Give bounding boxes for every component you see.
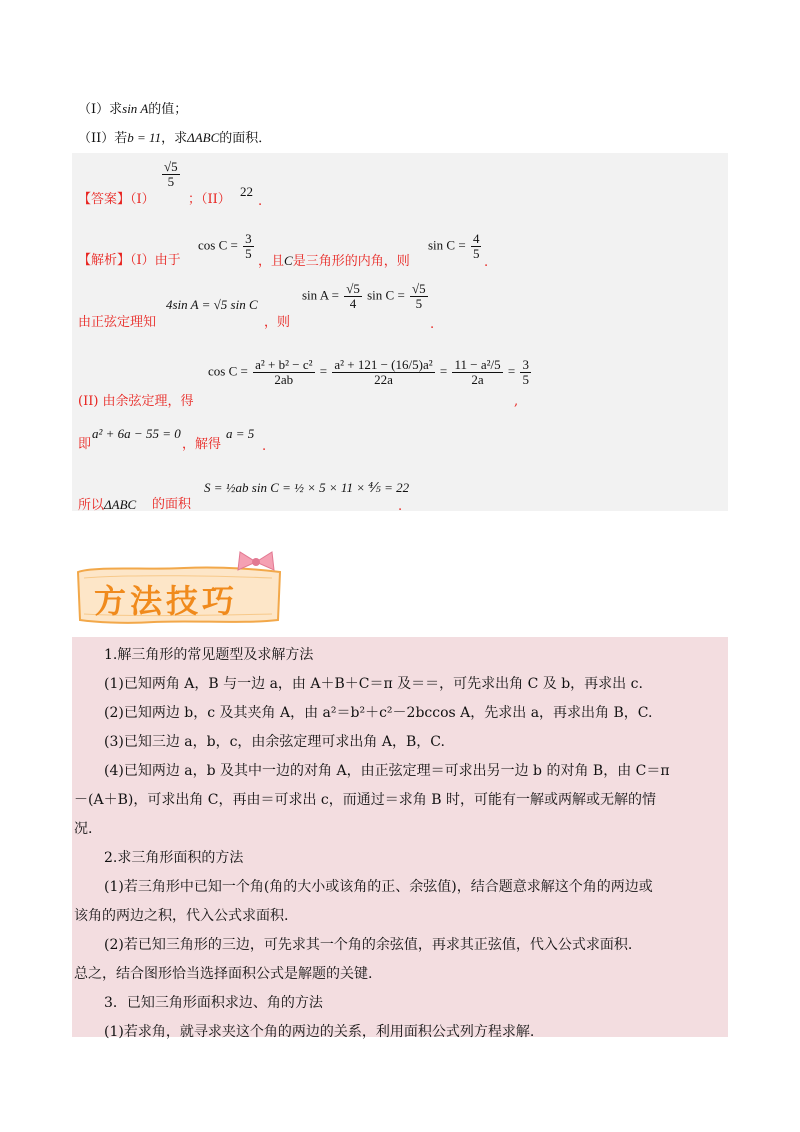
answer-sep: ；（II） [188, 192, 231, 207]
analysis-l5-end: . [398, 499, 403, 514]
method-line: 1.解三角形的常见题型及求解方法 [104, 647, 314, 663]
question-part2: （II）若b = 11，求ΔABC的面积． [78, 130, 272, 146]
answer-box [72, 153, 728, 511]
method-line: (3)已知三边 a，b，c，由余弦定理可求出角 A，B，C. [104, 734, 445, 750]
method-line: (1)若求角，就寻求夹这个角的两边的关系，利用面积公式列方程求解. [104, 1024, 535, 1040]
analysis-l4-label: 即 [78, 437, 92, 452]
analysis-l1-end: . [484, 255, 489, 270]
method-line: 3．已知三角形面积求边、角的方法 [104, 995, 323, 1011]
question-part1: （I）求sin A的值； [78, 101, 188, 117]
analysis-l3-formula: cos C = $\frac{\text{a² + b² − c²}}{2ab}$ = $\frac{\text{a² + 121 − (16/5)a²}}{22a}$ = $\frac{\text{11 − a²/5}}{2a}$ = $\frac{3}{5}$ [208, 357, 529, 387]
analysis-l1-formula2: sin C = $\frac{4}{5}$ [428, 231, 480, 261]
method-line: 况. [74, 821, 93, 837]
analysis-l5-label: 所以ΔABC [78, 497, 137, 513]
method-line: (1)已知两角 A，B 与一边 a，由 A＋B＋C＝π 及＝＝，可先求出角 C 及 b，再求出 c. [104, 676, 643, 692]
analysis-l1-formula1: cos C = $\frac{3}{5}$ [198, 231, 252, 261]
analysis-l2-end: . [430, 317, 435, 332]
method-line: (2)若已知三角形的三边，可先求其一个角的余弦值，再求其正弦值，代入公式求面积. [104, 937, 633, 953]
analysis-l1-text: ，且C是三角形的内角，则 [258, 253, 410, 269]
analysis-l2-formula2: sin A = $\frac{√5}{4}$ sin C = $\frac{√5}{5}$ [302, 281, 426, 311]
analysis-l2-formula1: 4sin A = √5 sin C [166, 297, 258, 312]
answer-period: . [258, 194, 263, 209]
section-title-banner [74, 562, 286, 628]
analysis-l3-label: (II) 由余弦定理，得 [78, 394, 194, 409]
analysis-l5-formula: S = ½ab sin C = ½ × 5 × 11 × ⅘ = 22 [204, 480, 410, 495]
method-line: 总之，结合图形恰当选择面积公式是解题的关键. [74, 966, 373, 982]
answer-value2: 22 [240, 184, 253, 199]
method-line: (4)已知两边 a，b 及其中一边的对角 A，由正弦定理＝可求出另一边 b 的对角 B，由 C＝π [104, 763, 670, 779]
bow-icon [234, 548, 278, 580]
analysis-l2-text: ，则 [264, 315, 291, 330]
method-line: 该角的两边之积，代入公式求面积. [74, 908, 289, 924]
answer-label: 【答案】（I） [78, 192, 155, 207]
analysis-l4-end: . [262, 439, 267, 454]
method-line: 2.求三角形面积的方法 [104, 850, 244, 866]
analysis-l2-label: 由正弦定理知 [78, 315, 157, 330]
analysis-l4-text: ，解得 [182, 437, 222, 452]
analysis-l1-label: 【解析】（I）由于 [78, 253, 181, 268]
analysis-l4-formula1: a² + 6a − 55 = 0 [92, 426, 181, 441]
method-line: －(A＋B)，可求出角 C，再由＝可求出 c，而通过＝求角 B 时，可能有一解或两解或无解的情 [74, 792, 656, 808]
analysis-l5-text: 的面积 [152, 497, 192, 512]
method-line: (2)已知两边 b，c 及其夹角 A，由 a²＝b²＋c²－2bccos A，先求出 a，再求出角 B，C. [104, 705, 653, 721]
method-line: (1)若三角形中已知一个角(角的大小或该角的正、余弦值)，结合题意求解这个角的两边或 [104, 879, 653, 895]
analysis-l4-formula2: a = 5 [226, 426, 255, 441]
section-title: 方法技巧 [94, 582, 239, 620]
analysis-l3-end: , [514, 394, 519, 409]
answer-fraction: $\frac{√5}{5}$ [164, 159, 178, 189]
